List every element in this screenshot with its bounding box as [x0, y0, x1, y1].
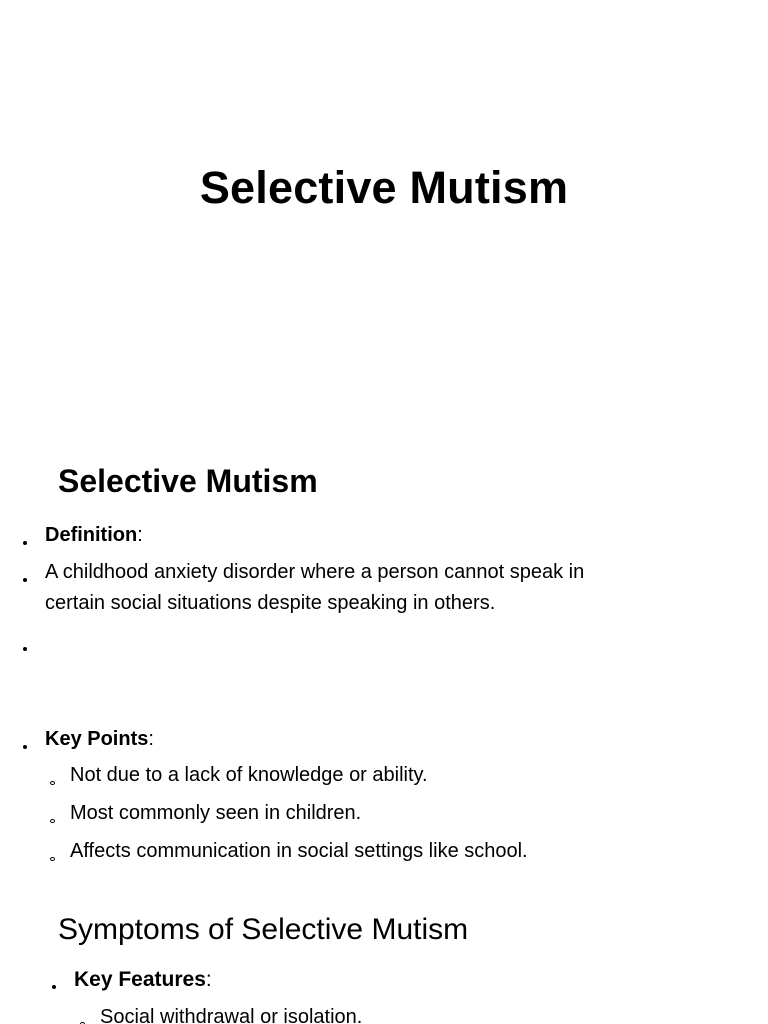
key-features-colon: : — [205, 968, 212, 991]
key-features-label: Key Features — [74, 968, 206, 991]
sub-bullet-icon — [50, 819, 55, 823]
key-points-colon: : — [148, 728, 154, 750]
definition-text-line1: A childhood anxiety disorder where a person cannot speak in — [45, 561, 585, 583]
key-points-label: Key Points — [45, 728, 149, 750]
feature-item: Social withdrawal or isolation. — [100, 1006, 363, 1024]
bullet-icon — [23, 541, 27, 545]
empty-bullet-icon — [23, 647, 27, 651]
key-point-item: Not due to a lack of knowledge or ability. — [70, 764, 428, 786]
bullet-icon — [23, 745, 27, 749]
bullet-icon — [52, 985, 56, 989]
key-points-heading — [45, 724, 154, 755]
slide-title: Selective Mutism — [58, 463, 318, 499]
definition-label: Definition — [45, 524, 138, 546]
definition-text-line2: certain social situations despite speaking in others. — [45, 592, 496, 614]
definition-heading — [45, 520, 143, 551]
key-point-item: Affects communication in social settings like school. — [70, 840, 528, 862]
cover-title: Selective Mutism — [199, 162, 569, 213]
key-features-heading — [74, 964, 212, 995]
sub-bullet-icon — [50, 857, 55, 861]
key-point-item: Most commonly seen in children. — [70, 802, 362, 824]
slide2-title: Symptoms of Selective Mutism — [58, 913, 469, 946]
sub-bullet-icon — [50, 781, 55, 785]
definition-colon: : — [137, 524, 143, 546]
bullet-icon — [23, 578, 27, 582]
